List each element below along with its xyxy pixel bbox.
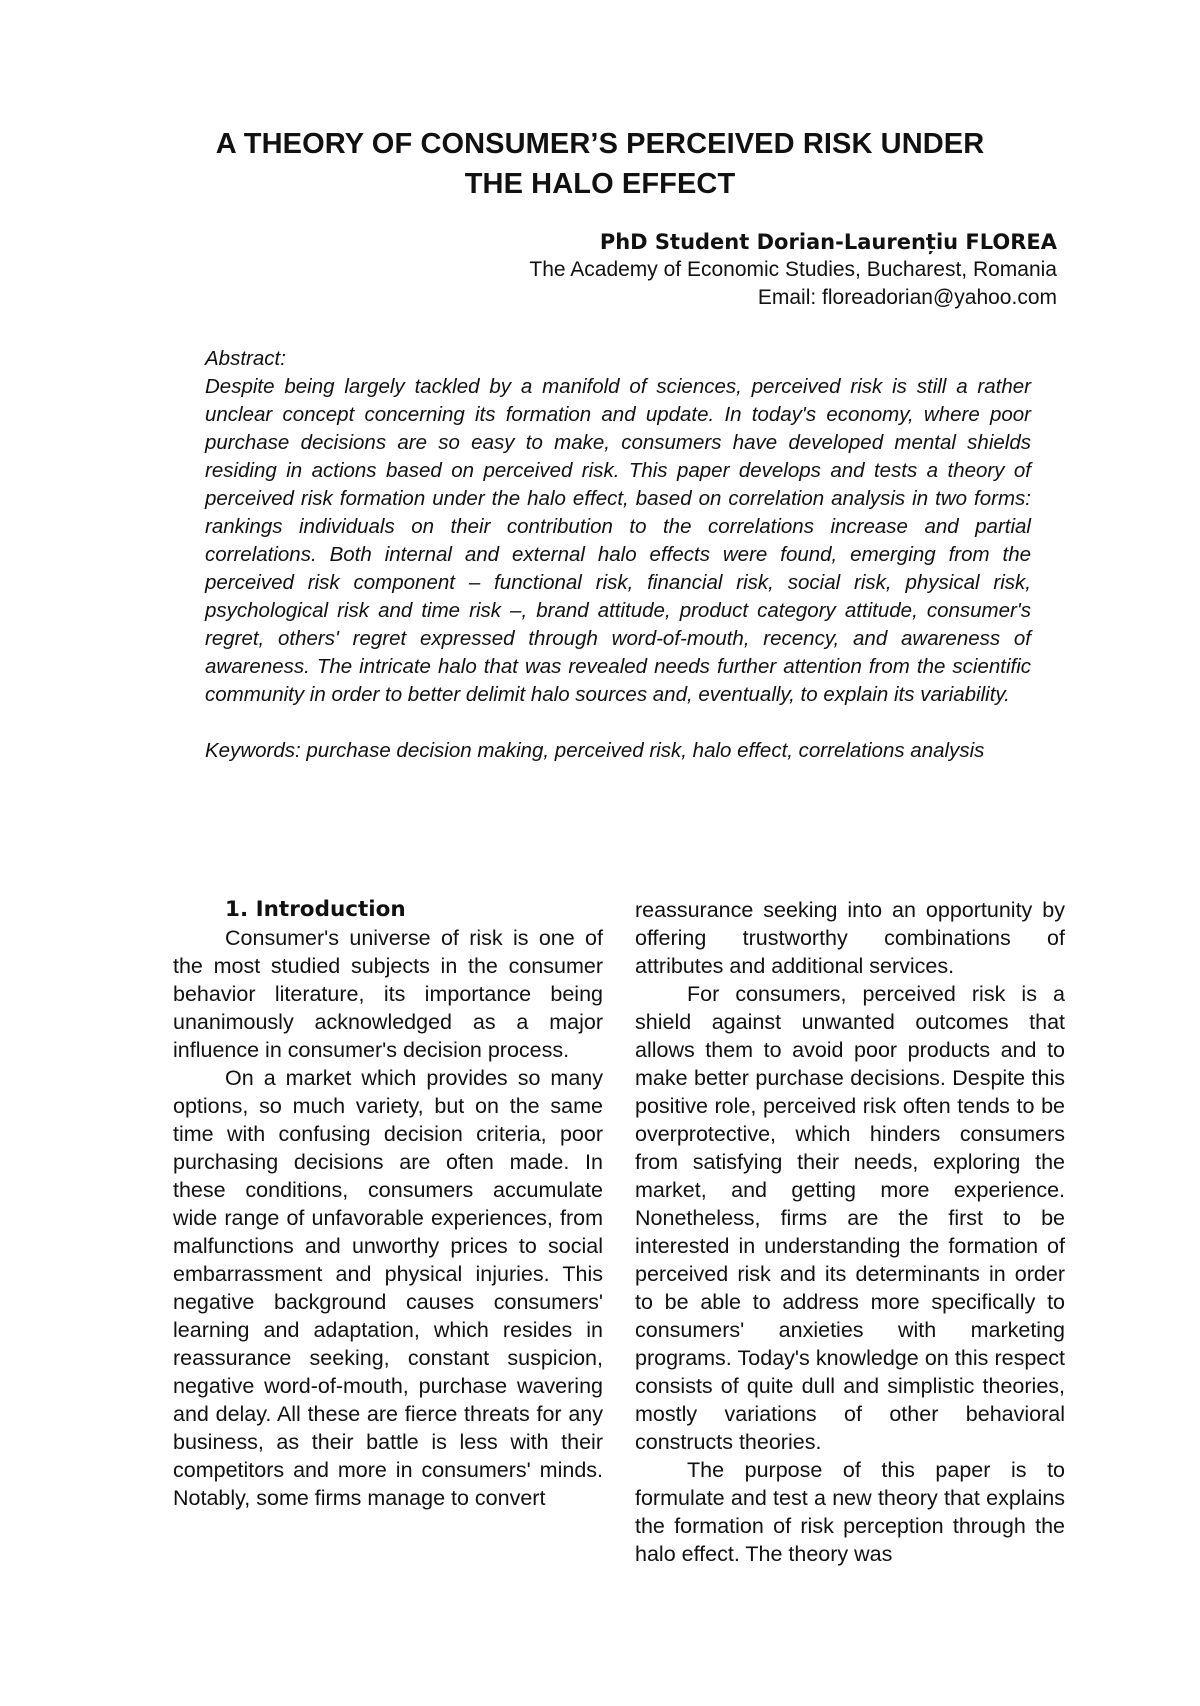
paragraph: Consumer's universe of risk is one of the most studied subjects in the consumer behavior literature, its importance being unanimously acknowledged as a major influence in consumer's decision process. [173, 926, 603, 1062]
section-heading-introduction: 1. Introduction [225, 897, 406, 922]
body-column-left [173, 896, 603, 1512]
paper-title [120, 124, 1080, 204]
author-email: Email: floreadorian@yahoo.com [757, 286, 1057, 309]
author-name: PhD Student Dorian-Laurențiu FLOREA [599, 230, 1057, 254]
paragraph: On a market which provides so many options, so much variety, but on the same time with confusing decision criteria, poor purchasing decisions are often made. In these conditions, consumers accumulate wide range of unfavorable experiences, from malfunctions and unworthy prices to social embarrassment and physical injuries. This negative background causes consumers' learning and adaptation, which resides in reassurance seeking, constant suspicion, negative word-of-mouth, purchase wavering and delay. All these are fierce threats for any business, as their battle is less with their competitors and more in consumers' minds. Notably, some firms manage to convert [173, 1066, 603, 1510]
paragraph-continuation: reassurance seeking into an opportunity by offering trustworthy combinations of attributes and additional services. [635, 898, 1065, 978]
keywords: Keywords: purchase decision making, perceived risk, halo effect, correlations analysis [205, 739, 985, 762]
paper-title-line-1: A THEORY OF CONSUMER’S PERCEIVED RISK UNDER [215, 128, 985, 160]
abstract-label: Abstract: [205, 347, 286, 370]
abstract-text: Despite being largely tackled by a manifold of sciences, perceived risk is still a rather unclear concept concerning its formation and update. In today's economy, where poor purchase decisions are so easy to make, consumers have developed mental shields residing in actions based on perceived risk. This paper develops and tests a theory of perceived risk formation under the halo effect, based on correlation analysis in two forms: rankings individuals on their contribution to the correlations increase and partial correlations. Both internal and external halo effects were found, emerging from the perceived risk component – functional risk, financial risk, social risk, physical risk, psychological risk and time risk –, brand attitude, product category attitude, consumer's regret, others' regret expressed through word-of-mouth, recency, and awareness of awareness. The intricate halo that was revealed needs further attention from the scientific community in order to better delimit halo sources and, eventually, to explain its variability. [205, 375, 1031, 706]
body-column-right [635, 896, 1065, 1568]
author-affiliation: The Academy of Economic Studies, Bucharest, Romania [529, 258, 1057, 281]
abstract [205, 345, 1031, 765]
author-block [357, 228, 1057, 312]
paper-title-line-2: THE HALO EFFECT [464, 168, 736, 200]
paragraph: For consumers, perceived risk is a shield against unwanted outcomes that allows them to avoid poor products and to make better purchase decisions. Despite this positive role, perceived risk often tends to be overprotective, which hinders consumers from satisfying their needs, exploring the market, and getting more experience. Nonetheless, firms are the first to be interested in understanding the formation of perceived risk and its determinants in order to be able to address more specifically to consumers' anxieties with marketing programs. Today's knowledge on this respect consists of quite dull and simplistic theories, mostly variations of other behavioral constructs theories. [635, 982, 1065, 1454]
paragraph: The purpose of this paper is to formulate and test a new theory that explains the formation of risk perception through the halo effect. The theory was [635, 1458, 1065, 1566]
